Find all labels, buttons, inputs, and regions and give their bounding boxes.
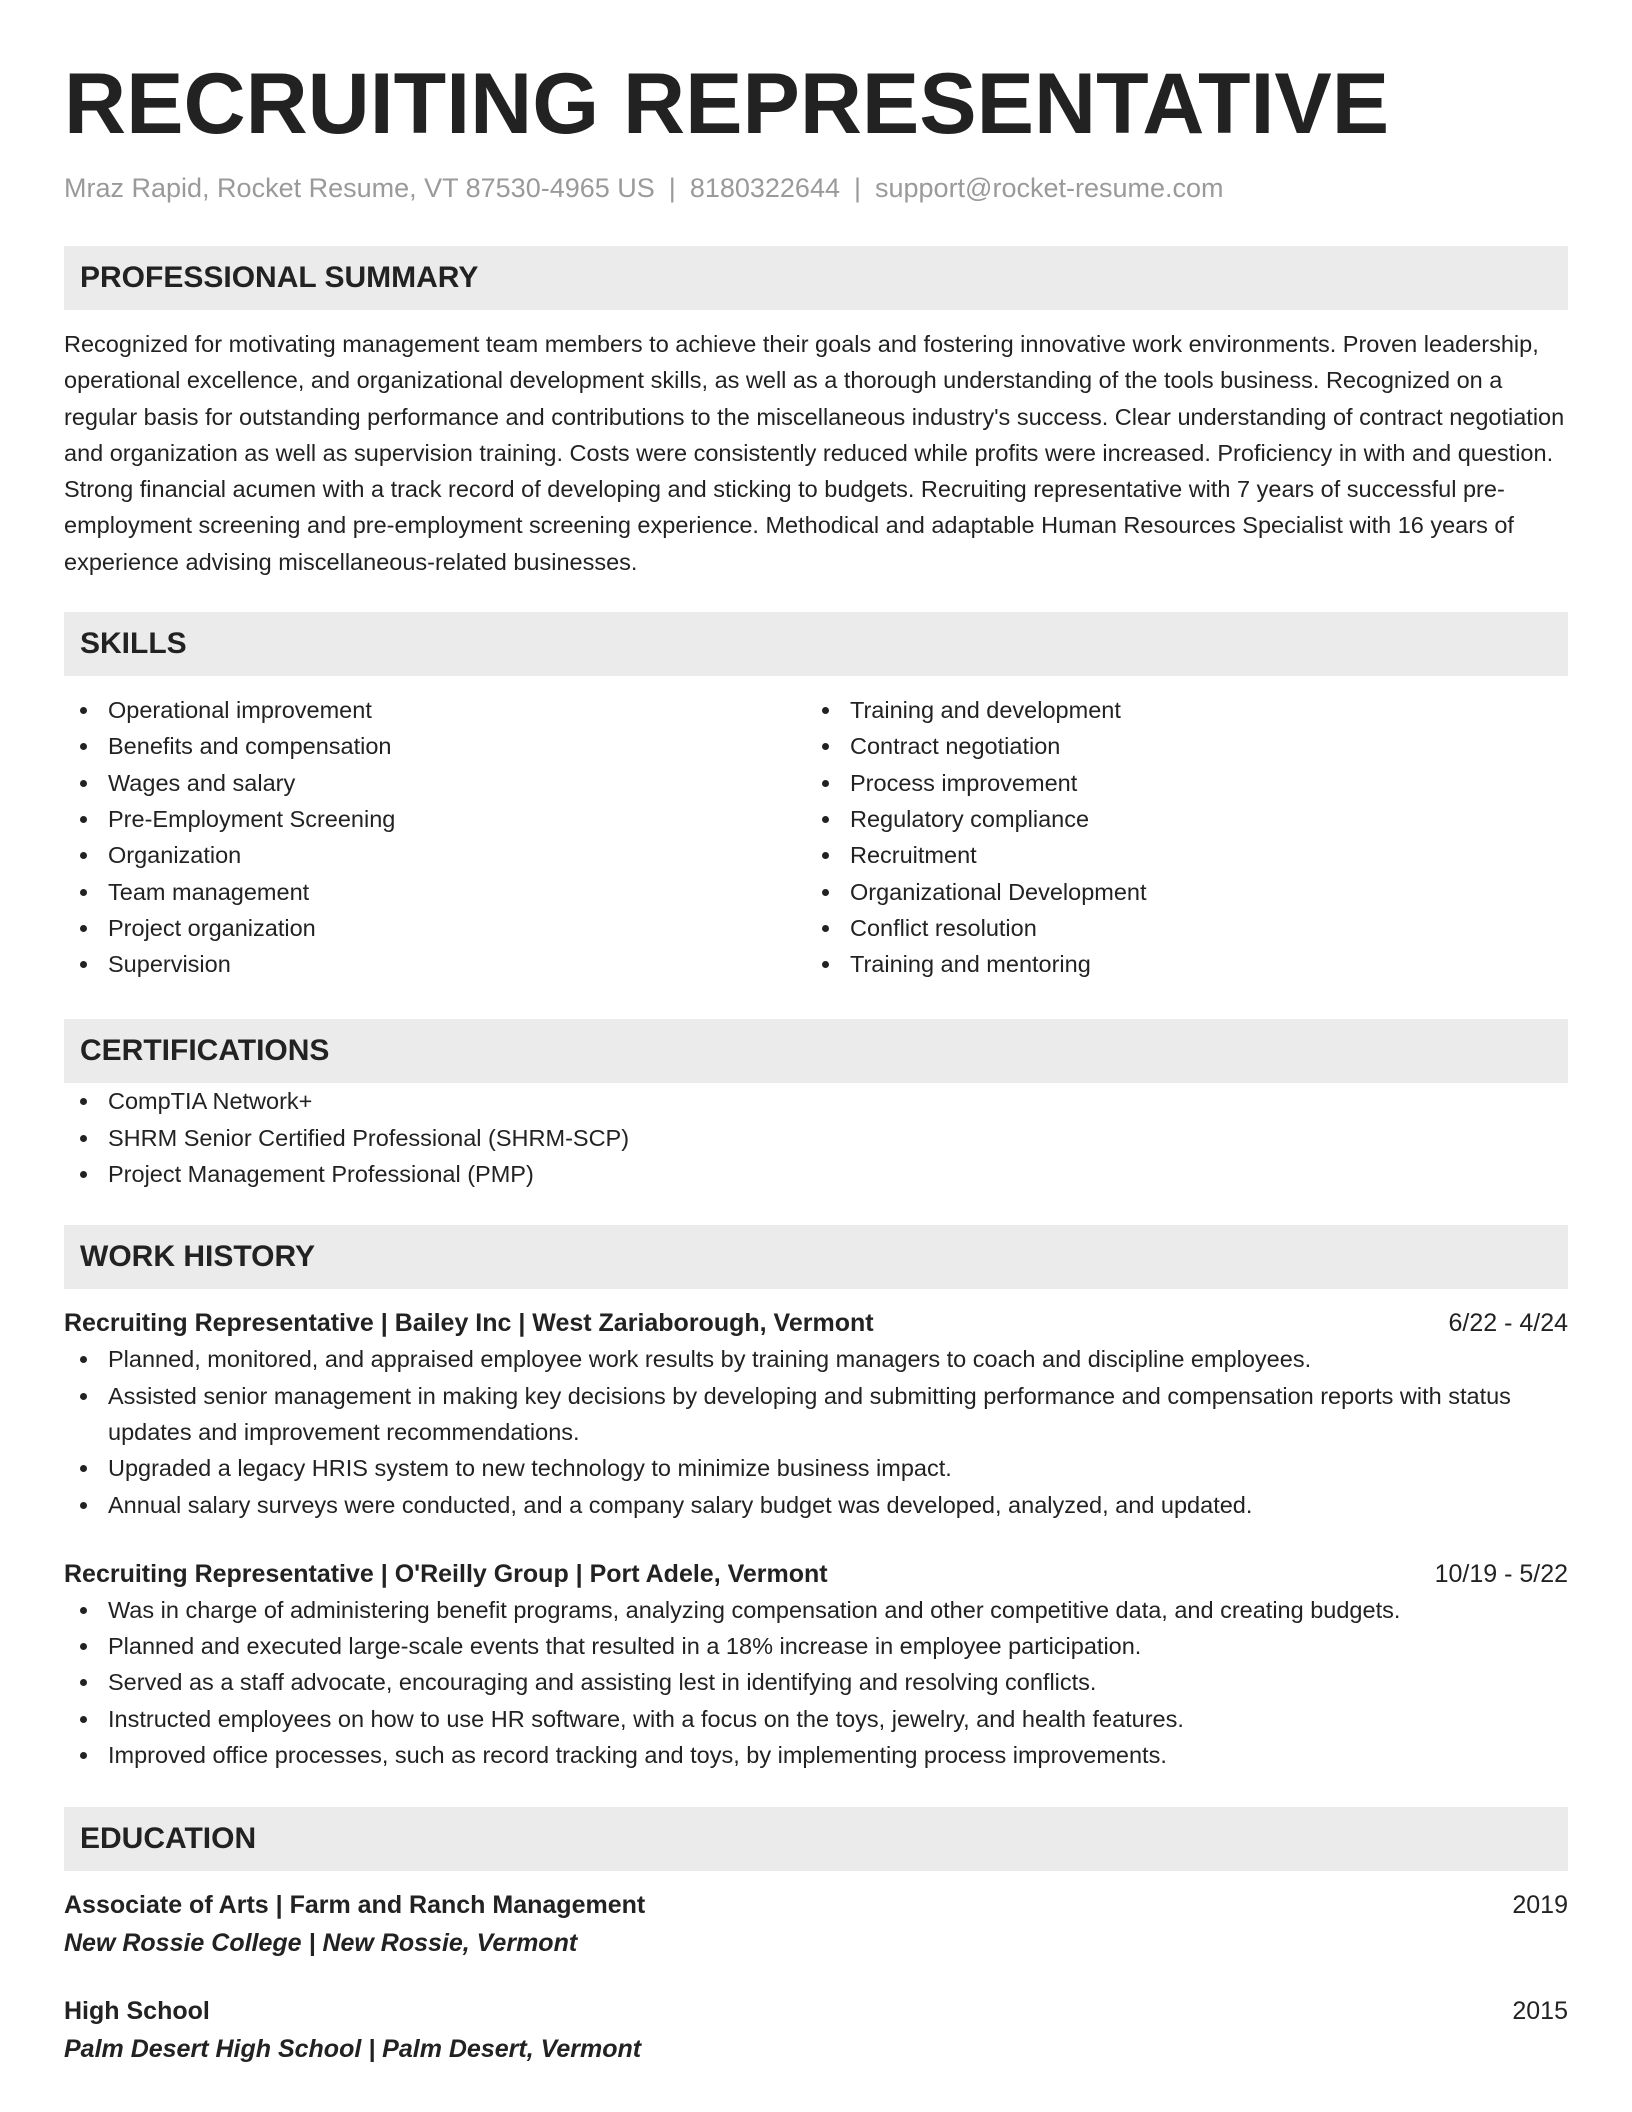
job-header <box>64 1556 1568 1592</box>
skill-item: Pre-Employment Screening <box>64 801 806 837</box>
skills-grid <box>64 692 1568 982</box>
section-heading-skills: SKILLS <box>64 612 1568 676</box>
skill-item: Training and development <box>806 692 1548 728</box>
job-bullet: Planned and executed large-scale events that resulted in a 18% increase in employee participation. <box>64 1628 1568 1664</box>
section-heading-work-history: WORK HISTORY <box>64 1225 1568 1289</box>
contact-phone: 8180322644 <box>689 173 840 203</box>
contact-line <box>64 170 1568 206</box>
job-entry <box>64 1305 1568 1522</box>
education-entry <box>64 1887 1568 1963</box>
job-title: Recruiting Representative | O'Reilly Group | Port Adele, Vermont <box>64 1559 828 1588</box>
job-bullet: Annual salary surveys were conducted, and a company salary budget was developed, analyzed, and updated. <box>64 1487 1568 1523</box>
skill-item: Wages and salary <box>64 765 806 801</box>
job-dates: 6/22 - 4/24 <box>1448 1309 1568 1338</box>
section-heading-education: EDUCATION <box>64 1807 1568 1871</box>
section-heading-certifications: CERTIFICATIONS <box>64 1019 1568 1083</box>
education-year: 2019 <box>1512 1891 1568 1920</box>
skill-item: Training and mentoring <box>806 946 1548 982</box>
skill-item: Operational improvement <box>64 692 806 728</box>
job-bullet-list <box>64 1592 1568 1773</box>
job-bullet: Assisted senior management in making key decisions by developing and submitting performance and compensation reports with status updates and improvement recommendations. <box>64 1378 1568 1451</box>
skill-item: Organization <box>64 837 806 873</box>
skills-column-left <box>64 692 806 982</box>
job-bullet: Was in charge of administering benefit programs, analyzing compensation and other competitive data, and creating budgets. <box>64 1592 1568 1628</box>
candidate-name: RECRUITING REPRESENTATIVE <box>64 56 1390 152</box>
contact-separator: | <box>668 173 676 203</box>
skill-item: Supervision <box>64 946 806 982</box>
job-bullet-list <box>64 1341 1568 1522</box>
skill-item: Conflict resolution <box>806 910 1548 946</box>
skill-item: Team management <box>64 874 806 910</box>
contact-separator: | <box>853 173 861 203</box>
skill-item: Project organization <box>64 910 806 946</box>
skill-item: Regulatory compliance <box>806 801 1548 837</box>
job-header <box>64 1305 1568 1341</box>
resume-page <box>64 56 1568 2069</box>
education-entry <box>64 1993 1568 2069</box>
job-entry <box>64 1556 1568 1773</box>
job-bullet: Served as a staff advocate, encouraging and assisting lest in identifying and resolving conflicts. <box>64 1664 1568 1700</box>
job-dates: 10/19 - 5/22 <box>1434 1559 1568 1588</box>
job-bullet: Improved office processes, such as record tracking and toys, by implementing process improvements. <box>64 1737 1568 1773</box>
education-degree: High School <box>64 1997 210 2026</box>
certification-item: CompTIA Network+ <box>64 1083 1568 1119</box>
job-title: Recruiting Representative | Bailey Inc | West Zariaborough, Vermont <box>64 1309 874 1338</box>
education-header <box>64 1993 1568 2029</box>
skill-item: Recruitment <box>806 837 1548 873</box>
skill-item: Organizational Development <box>806 874 1548 910</box>
certification-item: Project Management Professional (PMP) <box>64 1156 1568 1192</box>
job-bullet: Planned, monitored, and appraised employee work results by training managers to coach and discipline employees. <box>64 1341 1568 1377</box>
skill-item: Benefits and compensation <box>64 728 806 764</box>
skills-column-right <box>806 692 1548 982</box>
job-bullet: Upgraded a legacy HRIS system to new technology to minimize business impact. <box>64 1450 1568 1486</box>
section-heading-summary: PROFESSIONAL SUMMARY <box>64 246 1568 310</box>
certifications-list <box>64 1083 1568 1192</box>
skill-item: Contract negotiation <box>806 728 1548 764</box>
contact-address: Mraz Rapid, Rocket Resume, VT 87530-4965 US <box>64 173 655 203</box>
skills-list-right <box>806 692 1548 982</box>
education-school: New Rossie College | New Rossie, Vermont <box>64 1929 578 1958</box>
education-header <box>64 1887 1568 1923</box>
summary-text: Recognized for motivating management team members to achieve their goals and fostering innovative work environments. Proven leadership, operational excellence, and organizational development skills, as well as a thorough understanding of the tools business. Recognized on a regular basis for outstanding performance and contributions to the miscellaneous industry's success. Clear understanding of contract negotiation and organization as well as supervision training. Costs were consistently reduced while profits were increased. Proficiency in with and question. Strong financial acumen with a track record of developing and sticking to budgets. Recruiting representative with 7 years of successful pre-employment screening and pre-employment screening experience. Methodical and adaptable Human Resources Specialist with 16 years of experience advising miscellaneous-related businesses. <box>64 331 1565 575</box>
contact-email: support@rocket-resume.com <box>875 173 1224 203</box>
certification-item: SHRM Senior Certified Professional (SHRM-SCP) <box>64 1120 1568 1156</box>
skills-list-left <box>64 692 806 982</box>
job-bullet: Instructed employees on how to use HR software, with a focus on the toys, jewelry, and health features. <box>64 1701 1568 1737</box>
skill-item: Process improvement <box>806 765 1548 801</box>
education-degree: Associate of Arts | Farm and Ranch Management <box>64 1891 646 1920</box>
education-year: 2015 <box>1512 1997 1568 2026</box>
education-school: Palm Desert High School | Palm Desert, Vermont <box>64 2035 642 2064</box>
